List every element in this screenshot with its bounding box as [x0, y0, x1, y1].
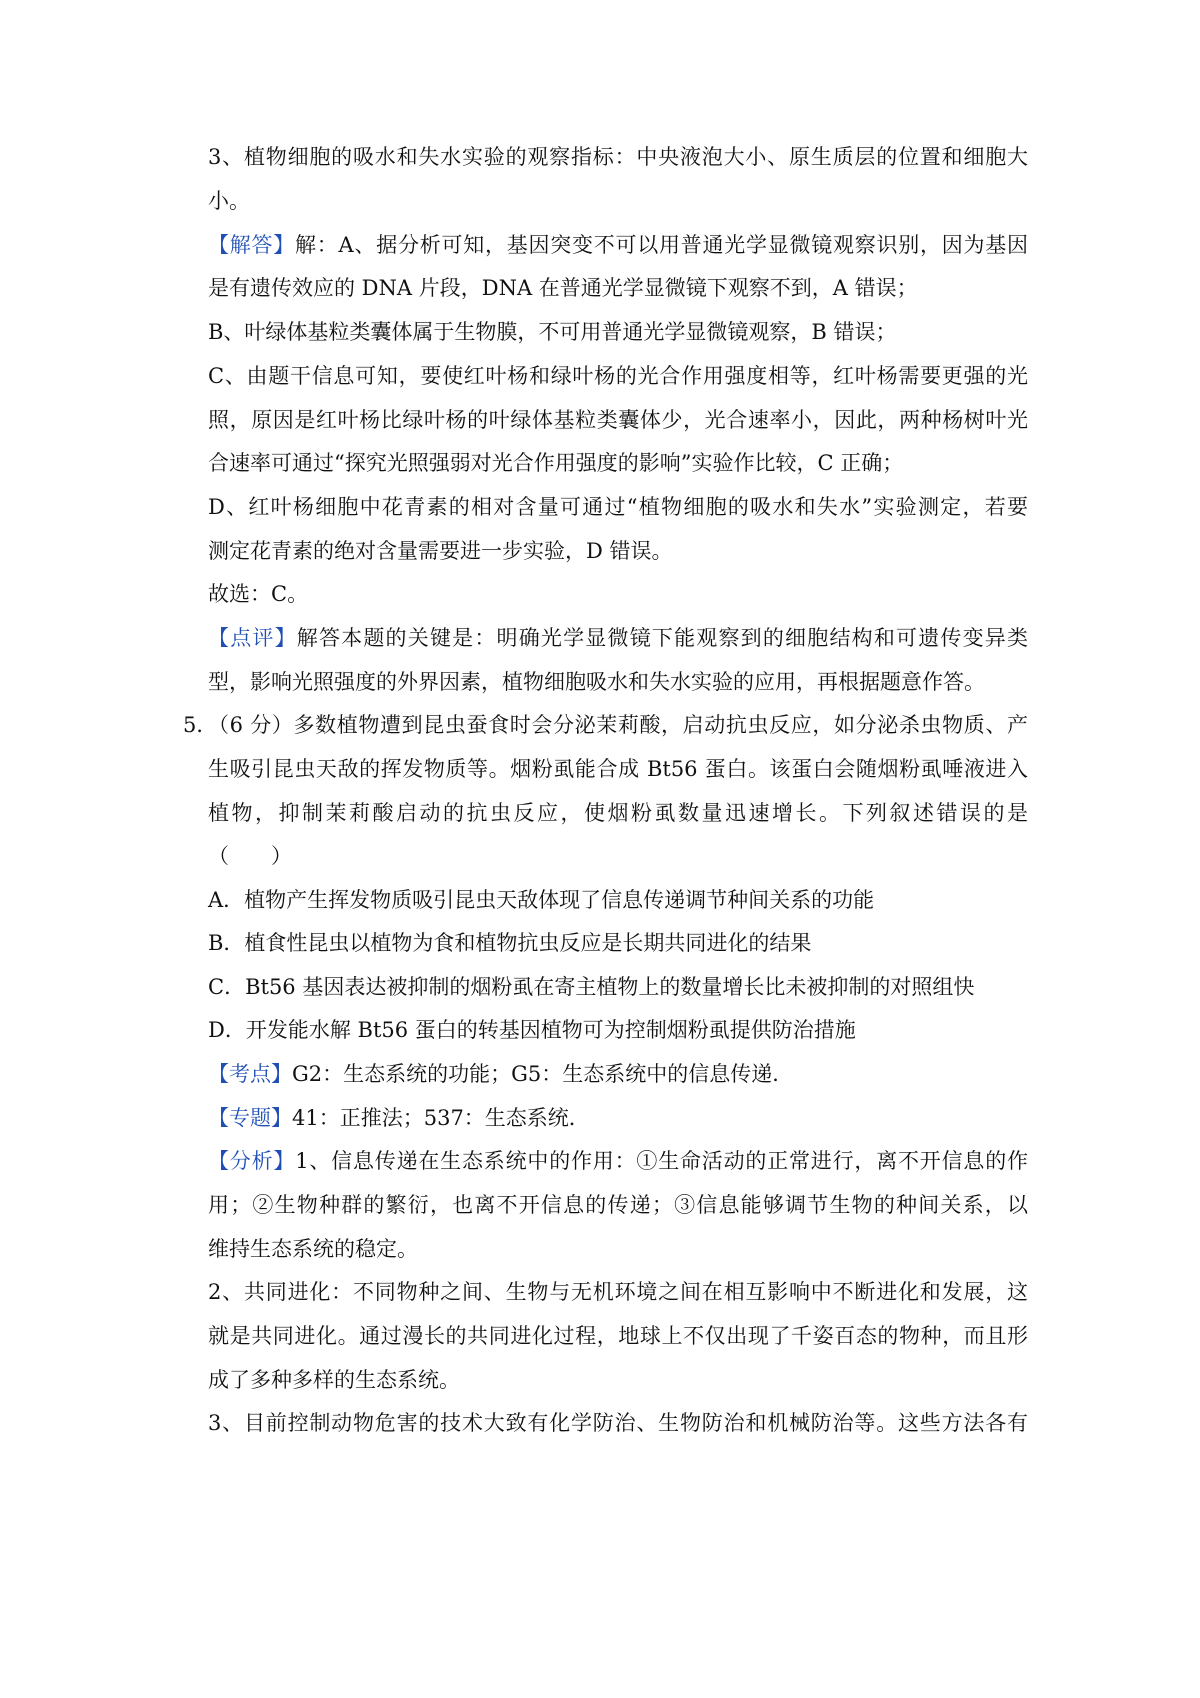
answer4-line5: 照，原因是红叶杨比绿叶杨的叶绿体基粒类囊体少，光合速率小，因此，两种杨树叶光	[208, 408, 1028, 432]
fenxi-line2: 用；②生物种群的繁衍，也离不开信息的传递；③信息能够调节生物的种间关系，以	[208, 1193, 1028, 1217]
answer4-line2: 是有遗传效应的 DNA 片段，DNA 在普通光学显微镜下观察不到，A 错误；	[208, 276, 918, 300]
comment4-line1: 【点评】解答本题的关键是：明确光学显微镜下能观察到的细胞结构和可遗传变异类	[208, 626, 1029, 650]
fenxi-line6: 成了多种多样的生态系统。	[208, 1368, 460, 1392]
answer4-line4: C、由题干信息可知，要使红叶杨和绿叶杨的光合作用强度相等，红叶杨需要更强的光	[208, 364, 1028, 388]
answer-tag: 【解答】	[208, 233, 296, 257]
question5-line2: 生吸引昆虫天敌的挥发物质等。烟粉虱能合成 Bt56 蛋白。该蛋白会随烟粉虱唾液进入	[208, 757, 1028, 781]
option-c: C．Bt56 基因表达被抑制的烟粉虱在寄主植物上的数量增长比未被抑制的对照组快	[208, 975, 975, 999]
note3-line2: 小。	[208, 189, 250, 213]
comment4-line2: 型，影响光照强度的外界因素，植物细胞吸水和失水实验的应用，再根据题意作答。	[208, 670, 985, 694]
kaodian-line: 【考点】G2：生态系统的功能；G5：生态系统中的信息传递．	[208, 1062, 794, 1086]
comment-tag: 【点评】	[208, 626, 297, 650]
answer4-line1: 【解答】解：A、据分析可知，基因突变不可以用普通光学显微镜观察识别，因为基因	[208, 233, 1028, 257]
fenxi-line5: 就是共同进化。通过漫长的共同进化过程，地球上不仅出现了千姿百态的物种，而且形	[208, 1324, 1028, 1348]
fenxi-line7: 3、目前控制动物危害的技术大致有化学防治、生物防治和机械防治等。这些方法各有	[208, 1411, 1028, 1435]
fenxi-line1: 【分析】1、信息传递在生态系统中的作用：①生命活动的正常进行，离不开信息的作	[208, 1149, 1029, 1173]
answer4-line6: 合速率可通过“探究光照强弱对光合作用强度的影响”实验作比较，C 正确；	[208, 451, 904, 475]
fenxi-line3: 维持生态系统的稳定。	[208, 1237, 418, 1261]
zhuanti-line: 【专题】41：正推法；537：生态系统．	[208, 1106, 590, 1130]
option-a: A．植物产生挥发物质吸引昆虫天敌体现了信息传递调节种间关系的功能	[208, 888, 875, 912]
option-b: B．植食性昆虫以植物为食和植物抗虫反应是长期共同进化的结果	[208, 931, 812, 955]
answer4-line8: 测定花青素的绝对含量需要进一步实验，D 错误。	[208, 539, 673, 563]
fenxi-tag: 【分析】	[208, 1149, 296, 1173]
question5-line1: （6 分）多数植物遭到昆虫蚕食时会分泌茉莉酸，启动抗虫反应，如分泌杀虫物质、产	[208, 713, 1028, 737]
question5-line3: 植物，抑制茉莉酸启动的抗虫反应，使烟粉虱数量迅速增长。下列叙述错误的是	[208, 801, 1028, 825]
question5-number: 5．	[183, 713, 218, 737]
kaodian-tag: 【考点】	[208, 1062, 292, 1086]
zhuanti-tag: 【专题】	[208, 1106, 292, 1130]
fenxi-line4: 2、共同进化：不同物种之间、生物与无机环境之间在相互影响中不断进化和发展，这	[208, 1280, 1028, 1304]
answer4-choice: 故选：C。	[208, 582, 309, 606]
question5-paren: （ ）	[208, 844, 292, 868]
option-d: D．开发能水解 Bt56 蛋白的转基因植物可为控制烟粉虱提供防治措施	[208, 1018, 856, 1042]
answer4-line3: B、叶绿体基粒类囊体属于生物膜，不可用普通光学显微镜观察，B 错误；	[208, 320, 897, 344]
answer4-line7: D、红叶杨细胞中花青素的相对含量可通过“植物细胞的吸水和失水”实验测定，若要	[208, 495, 1028, 519]
note3-line1: 3、植物细胞的吸水和失水实验的观察指标：中央液泡大小、原生质层的位置和细胞大	[208, 145, 1028, 169]
